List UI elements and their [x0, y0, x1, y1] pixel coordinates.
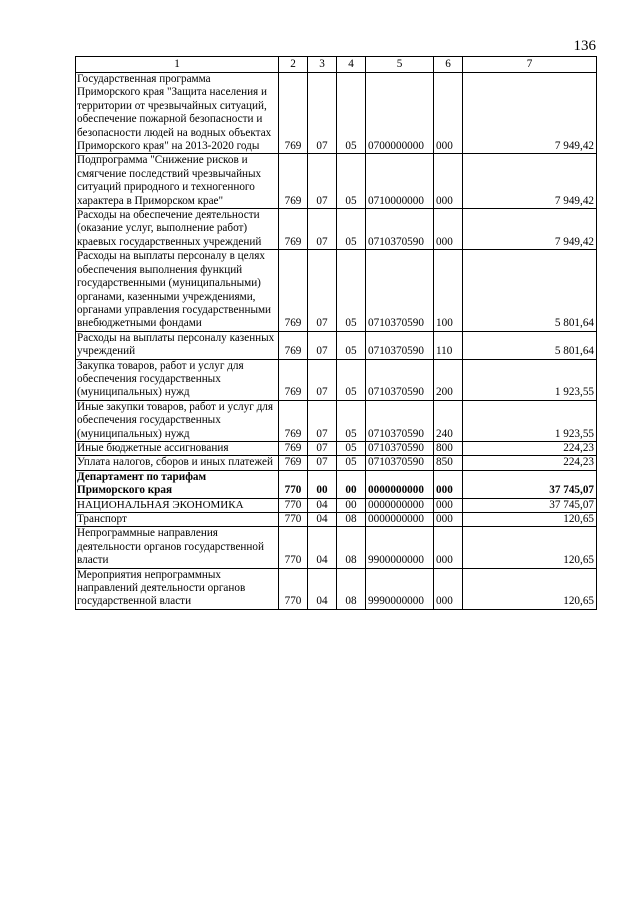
- row-ministry-code: 770: [279, 527, 308, 568]
- page-number: 136: [573, 38, 596, 54]
- row-ministry-code: 769: [279, 400, 308, 441]
- table-row: [76, 527, 597, 568]
- row-subsection-code: 05: [337, 331, 366, 359]
- row-section-code: 07: [308, 154, 337, 209]
- row-expense-type: 000: [434, 154, 463, 209]
- row-name: Иные бюджетные ассигнования: [76, 441, 279, 455]
- row-ministry-code: 769: [279, 154, 308, 209]
- row-section-code: 07: [308, 73, 337, 154]
- row-name: Закупка товаров, работ и услуг для обеспечения государственных (муниципальных) нужд: [76, 359, 279, 400]
- row-expense-type: 000: [434, 470, 463, 498]
- table-row: [76, 456, 597, 470]
- row-ministry-code: 769: [279, 331, 308, 359]
- header-col-7: 7: [463, 57, 597, 73]
- row-name: Непрограммные направления деятельности органов государственной власти: [76, 527, 279, 568]
- row-ministry-code: 770: [279, 498, 308, 512]
- row-ministry-code: 769: [279, 73, 308, 154]
- row-subsection-code: 08: [337, 527, 366, 568]
- row-section-code: 07: [308, 250, 337, 331]
- row-expense-type: 000: [434, 73, 463, 154]
- row-expense-type: 850: [434, 456, 463, 470]
- row-target-code: 0710370590: [366, 441, 434, 455]
- table-row: [76, 513, 597, 527]
- table-row: [76, 209, 597, 250]
- row-target-code: 9990000000: [366, 568, 434, 609]
- row-target-code: 0710370590: [366, 250, 434, 331]
- row-target-code: 0710370590: [366, 209, 434, 250]
- row-amount: 5 801,64: [463, 331, 597, 359]
- row-section-code: 07: [308, 400, 337, 441]
- row-name: Подпрограмма "Снижение рисков и смягчение последствий чрезвычайных ситуаций природного и техногенного характера в Приморском крае": [76, 154, 279, 209]
- row-section-code: 07: [308, 331, 337, 359]
- row-section-code: 07: [308, 441, 337, 455]
- header-col-3: 3: [308, 57, 337, 73]
- row-subsection-code: 05: [337, 359, 366, 400]
- row-section-code: 04: [308, 568, 337, 609]
- row-ministry-code: 769: [279, 456, 308, 470]
- header-col-6: 6: [434, 57, 463, 73]
- row-amount: 224,23: [463, 456, 597, 470]
- row-subsection-code: 05: [337, 154, 366, 209]
- row-expense-type: 200: [434, 359, 463, 400]
- row-amount: 7 949,42: [463, 154, 597, 209]
- row-expense-type: 000: [434, 568, 463, 609]
- row-amount: 224,23: [463, 441, 597, 455]
- row-section-code: 04: [308, 527, 337, 568]
- row-amount: 5 801,64: [463, 250, 597, 331]
- row-expense-type: 000: [434, 513, 463, 527]
- row-ministry-code: 769: [279, 441, 308, 455]
- row-name: Расходы на выплаты персоналу в целях обеспечения выполнения функций государственными (муниципальными) органами, казенными учреждениями, органами управления государственными внебюджетными фондами: [76, 250, 279, 331]
- row-target-code: 0000000000: [366, 470, 434, 498]
- row-name: Расходы на выплаты персоналу казенных учреждений: [76, 331, 279, 359]
- table-row: [76, 498, 597, 512]
- row-subsection-code: 05: [337, 250, 366, 331]
- table-row: [76, 441, 597, 455]
- row-name: Расходы на обеспечение деятельности (оказание услуг, выполнение работ) краевых государственных учреждений: [76, 209, 279, 250]
- row-subsection-code: 05: [337, 400, 366, 441]
- table-row-department: [76, 470, 597, 498]
- header-col-4: 4: [337, 57, 366, 73]
- row-ministry-code: 770: [279, 513, 308, 527]
- row-amount: 120,65: [463, 527, 597, 568]
- row-ministry-code: 770: [279, 568, 308, 609]
- row-name: Департамент по тарифам Приморского края: [76, 470, 279, 498]
- header-col-1: 1: [76, 57, 279, 73]
- row-amount: 37 745,07: [463, 470, 597, 498]
- row-subsection-code: 05: [337, 456, 366, 470]
- row-target-code: 0000000000: [366, 498, 434, 512]
- row-ministry-code: 769: [279, 359, 308, 400]
- row-target-code: 0710370590: [366, 456, 434, 470]
- row-name: Транспорт: [76, 513, 279, 527]
- row-amount: 1 923,55: [463, 359, 597, 400]
- row-section-code: 07: [308, 359, 337, 400]
- row-ministry-code: 770: [279, 470, 308, 498]
- row-amount: 120,65: [463, 568, 597, 609]
- row-target-code: 0710370590: [366, 359, 434, 400]
- budget-table: [75, 56, 597, 610]
- table-row: [76, 359, 597, 400]
- header-col-5: 5: [366, 57, 434, 73]
- row-target-code: 0710370590: [366, 400, 434, 441]
- table-row: [76, 154, 597, 209]
- table-row: [76, 400, 597, 441]
- row-target-code: 0710000000: [366, 154, 434, 209]
- row-subsection-code: 00: [337, 498, 366, 512]
- row-expense-type: 100: [434, 250, 463, 331]
- table-row: [76, 73, 597, 154]
- row-subsection-code: 05: [337, 209, 366, 250]
- row-section-code: 07: [308, 209, 337, 250]
- row-section-code: 07: [308, 456, 337, 470]
- row-name: Государственная программа Приморского края "Защита населения и территории от чрезвычайных ситуаций, обеспечение пожарной безопасности и безопасности людей на водных объектах Приморского края" на 2013-2020 годы: [76, 73, 279, 154]
- row-subsection-code: 00: [337, 470, 366, 498]
- header-row: [76, 57, 597, 73]
- row-target-code: 0000000000: [366, 513, 434, 527]
- row-section-code: 04: [308, 498, 337, 512]
- row-expense-type: 240: [434, 400, 463, 441]
- row-amount: 120,65: [463, 513, 597, 527]
- row-section-code: 04: [308, 513, 337, 527]
- row-expense-type: 000: [434, 498, 463, 512]
- row-subsection-code: 08: [337, 513, 366, 527]
- table-row: [76, 568, 597, 609]
- header-col-2: 2: [279, 57, 308, 73]
- row-amount: 7 949,42: [463, 209, 597, 250]
- row-name: НАЦИОНАЛЬНАЯ ЭКОНОМИКА: [76, 498, 279, 512]
- row-target-code: 0710370590: [366, 331, 434, 359]
- row-subsection-code: 05: [337, 73, 366, 154]
- row-expense-type: 110: [434, 331, 463, 359]
- row-amount: 37 745,07: [463, 498, 597, 512]
- table-row: [76, 250, 597, 331]
- row-expense-type: 800: [434, 441, 463, 455]
- row-name: Иные закупки товаров, работ и услуг для обеспечения государственных (муниципальных) нужд: [76, 400, 279, 441]
- row-section-code: 00: [308, 470, 337, 498]
- row-ministry-code: 769: [279, 209, 308, 250]
- row-expense-type: 000: [434, 527, 463, 568]
- row-name: Уплата налогов, сборов и иных платежей: [76, 456, 279, 470]
- row-target-code: 9900000000: [366, 527, 434, 568]
- row-target-code: 0700000000: [366, 73, 434, 154]
- row-expense-type: 000: [434, 209, 463, 250]
- row-name: Мероприятия непрограммных направлений деятельности органов государственной власти: [76, 568, 279, 609]
- table-row: [76, 331, 597, 359]
- row-subsection-code: 05: [337, 441, 366, 455]
- row-subsection-code: 08: [337, 568, 366, 609]
- row-amount: 1 923,55: [463, 400, 597, 441]
- row-amount: 7 949,42: [463, 73, 597, 154]
- row-ministry-code: 769: [279, 250, 308, 331]
